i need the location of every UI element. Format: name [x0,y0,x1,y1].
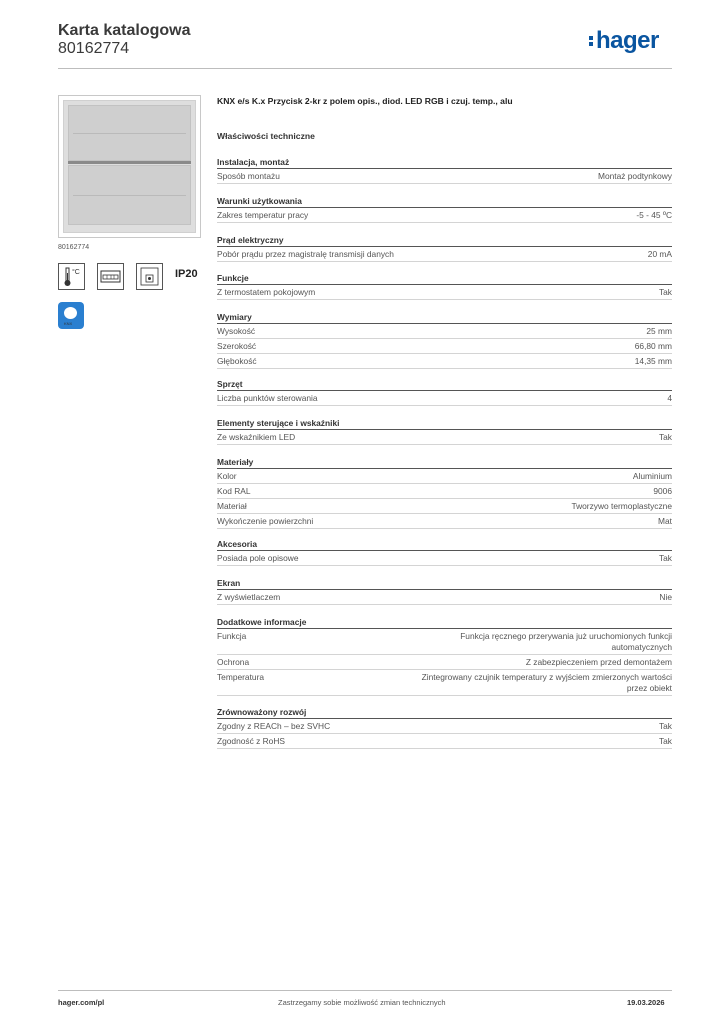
switch-key-top [68,105,191,161]
spec-row [217,499,672,514]
footer-disclaimer: Zastrzegamy sobie możliwość zmian technicznych [278,998,446,1007]
spec-value: 25 mm [646,325,672,336]
spec-section-heading: Elementy sterujące i wskaźniki [217,416,672,430]
spec-label: Sposób montażu [217,170,280,181]
spec-section [217,537,672,566]
spec-section [217,377,672,406]
spec-row [217,208,672,223]
knx-label: KNX [64,321,73,326]
technical-properties-heading: Właściwości techniczne [217,131,315,141]
footer-divider [58,990,672,991]
footer-website: hager.com/pl [58,998,105,1007]
spec-section-heading: Akcesoria [217,537,672,551]
spec-value: Tworzywo termoplastyczne [571,500,672,511]
ip-rating: IP20 [175,268,198,280]
spec-section-heading: Sprzęt [217,377,672,391]
spec-section [217,416,672,445]
spec-row [217,469,672,484]
spec-value: Tak [658,720,672,731]
switch-key-bottom [68,165,191,225]
spec-section [217,576,672,605]
spec-label: Ze wskaźnikiem LED [217,431,296,442]
spec-value: 4 [667,392,672,403]
switch-plate [63,100,196,233]
spec-section-heading: Ekran [217,576,672,590]
switch-separator [68,161,191,164]
spec-row [217,590,672,605]
header-divider [58,68,672,69]
spec-section [217,271,672,300]
spec-value: Nie [659,591,672,602]
spec-section [217,194,672,223]
flush-mount-icon [136,263,163,290]
spec-row [217,670,672,696]
image-caption: 80162774 [58,244,90,251]
page-title: Karta katalogowa [58,22,191,39]
spec-section [217,155,672,184]
spec-label: Głębokość [217,355,257,366]
spec-value: 66,80 mm [634,340,672,351]
spec-section [217,455,672,529]
footer-date: 19.03.2026 [627,998,665,1007]
hager-logo [589,27,659,55]
spec-value: Tak [658,286,672,297]
logo-dots-icon [589,34,594,48]
spec-value: Aluminium [632,470,672,481]
spec-value: Mat [658,515,672,526]
display-device-icon [97,263,124,290]
spec-label: Ochrona [217,656,250,667]
product-title: KNX e/s K.x Przycisk 2-kr z polem opis., diod. LED RGB i czuj. temp., alu [217,96,513,106]
spec-label: Z wyświetlaczem [217,591,281,602]
catalog-number: 80162774 [58,40,130,57]
spec-value: Montaż podtynkowy [597,170,672,181]
spec-row [217,247,672,262]
spec-section-heading: Instalacja, montaż [217,155,672,169]
spec-row [217,354,672,369]
spec-section-heading: Wymiary [217,310,672,324]
spec-label: Z termostatem pokojowym [217,286,316,297]
product-image [58,95,201,238]
spec-label: Pobór prądu przez magistralę transmisji danych [217,248,394,259]
spec-value: Zintegrowany czujnik temperatury z wyjściem zmierzonych wartości przez obiekt [421,671,672,693]
spec-section-heading: Prąd elektryczny [217,233,672,247]
spec-section [217,615,672,696]
spec-value: Funkcja ręcznego przerywania już uruchomionych funkcji automatycznych [460,630,672,652]
spec-section-heading: Funkcje [217,271,672,285]
spec-label: Wysokość [217,325,256,336]
thermometer-celsius-icon [58,263,85,290]
spec-row [217,430,672,445]
spec-label: Zgodność z RoHS [217,735,285,746]
spec-section [217,233,672,262]
spec-label: Wykończenie powierzchni [217,515,314,526]
spec-label: Kolor [217,470,237,481]
spec-row [217,551,672,566]
spec-label: Temperatura [217,671,265,682]
spec-label: Szerokość [217,340,257,351]
spec-value: Tak [658,735,672,746]
logo-text: hager [596,27,659,54]
spec-value: Tak [658,552,672,563]
spec-value: 20 mA [647,248,672,259]
spec-section [217,310,672,369]
spec-row [217,484,672,499]
spec-row [217,324,672,339]
spec-row [217,391,672,406]
spec-section-heading: Zrównoważony rozwój [217,705,672,719]
spec-section-heading: Warunki użytkowania [217,194,672,208]
spec-label: Zakres temperatur pracy [217,209,309,220]
spec-row [217,285,672,300]
spec-value: 9006 [653,485,672,496]
spec-row [217,655,672,670]
spec-row [217,339,672,354]
spec-label: Zgodny z REACh – bez SVHC [217,720,331,731]
spec-row [217,169,672,184]
spec-row [217,719,672,734]
spec-label: Posiada pole opisowe [217,552,299,563]
spec-row [217,514,672,529]
spec-row [217,734,672,749]
spec-label: Funkcja [217,630,247,641]
spec-section-heading: Materiały [217,455,672,469]
svg-text:°C: °C [72,269,80,276]
spec-row [217,629,672,655]
spec-label: Kod RAL [217,485,251,496]
spec-label: Materiał [217,500,247,511]
spec-value: 14,35 mm [634,355,672,366]
spec-value: Tak [658,431,672,442]
spec-section-heading: Dodatkowe informacje [217,615,672,629]
spec-section [217,705,672,749]
spec-label: Liczba punktów sterowania [217,392,318,403]
spec-value: -5 - 45 ºC [636,209,672,220]
spec-value: Z zabezpieczeniem przed demontażem [525,656,672,667]
